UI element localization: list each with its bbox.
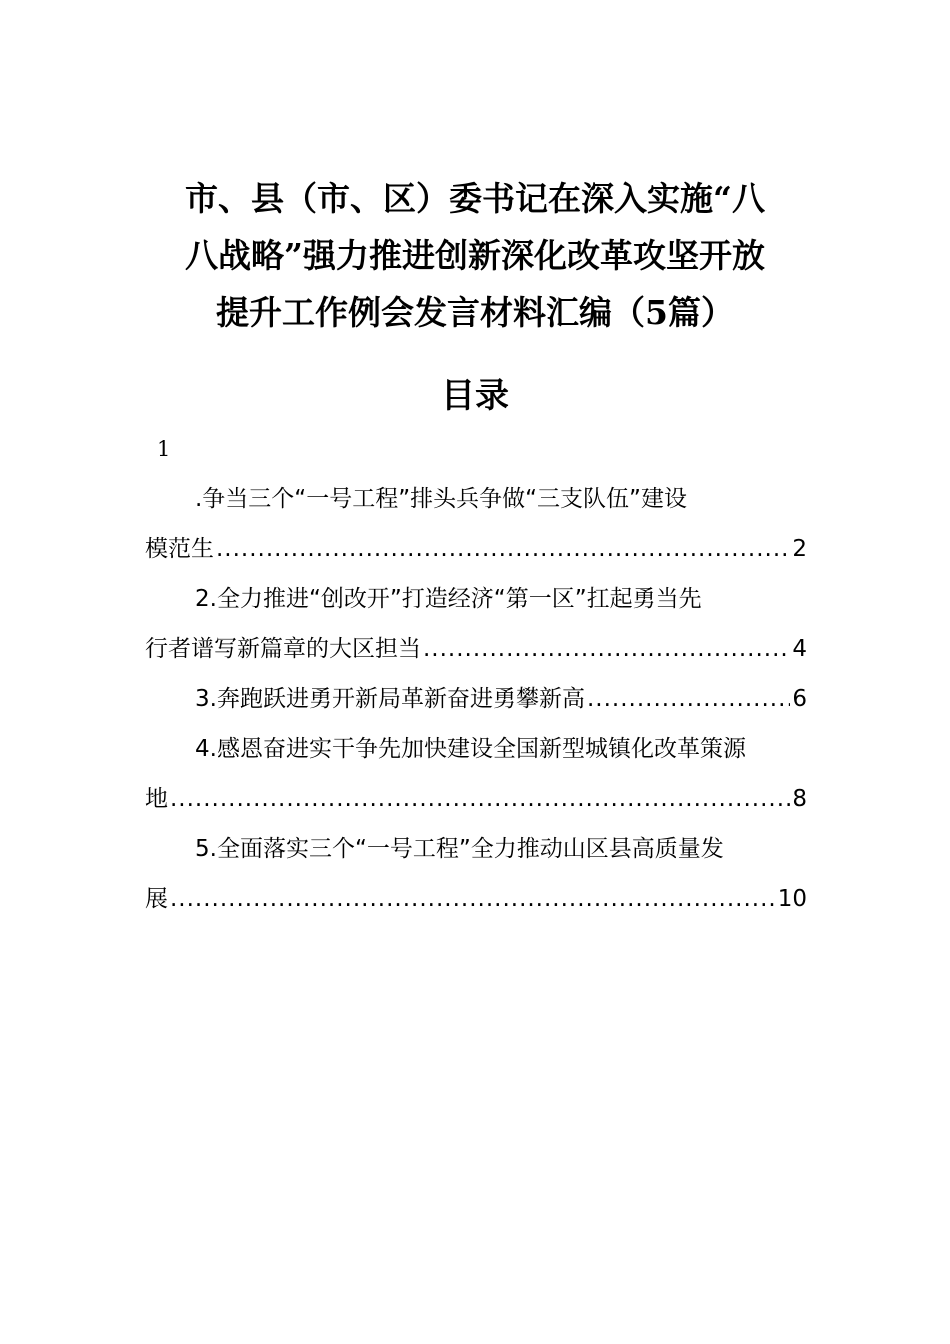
toc-entry-title-first-line: 5.全面落实三个“一号工程”全力推动山区县高质量发 xyxy=(195,836,724,862)
toc-entry-title-first-line: 4.感恩奋进实干争先加快建设全国新型城镇化改革策源 xyxy=(195,736,746,762)
toc-entry-title-first-line: .争当三个“一号工程”排头兵争做“三支队伍”建设 xyxy=(195,486,687,512)
title-line: 八战略”强力推进创新深化改革攻坚开放 xyxy=(185,236,765,275)
toc-entry[interactable] xyxy=(145,674,807,724)
toc-entry[interactable] xyxy=(145,574,807,674)
document-title xyxy=(150,170,800,341)
toc-entry-title-first-line: 2.全力推进“创改开”打造经济“第一区”扛起勇当先 xyxy=(195,586,702,612)
toc-entry-title-last-line: 模范生 xyxy=(145,536,214,562)
stray-number: 1 xyxy=(157,437,171,461)
toc-entry-page-number: 8 xyxy=(792,786,807,812)
toc-entry[interactable] xyxy=(145,824,807,924)
toc-entry-title-last-line: 展 xyxy=(145,886,168,912)
title-line: 提升工作例会发言材料汇编（5篇） xyxy=(216,293,734,332)
toc-heading: 目录 xyxy=(441,376,509,416)
toc-entry-title-last-line: 行者谱写新篇章的大区担当 xyxy=(145,636,421,662)
dot-leader xyxy=(216,524,790,574)
toc-entry-last-line xyxy=(145,524,807,574)
toc-entry-title-last-line: 3.奔跑跃进勇开新局革新奋进勇攀新高 xyxy=(195,686,585,712)
dot-leader xyxy=(170,874,776,924)
table-of-contents xyxy=(145,474,807,924)
dot-leader xyxy=(423,624,790,674)
toc-entry-last-line xyxy=(145,674,807,724)
toc-entry-page-number: 2 xyxy=(792,536,807,562)
dot-leader xyxy=(587,674,790,724)
toc-entry-last-line xyxy=(145,774,807,824)
toc-entry-page-number: 10 xyxy=(777,886,807,912)
toc-entry-page-number: 4 xyxy=(792,636,807,662)
dot-leader xyxy=(170,774,790,824)
toc-entry-title-last-line: 地 xyxy=(145,786,168,812)
toc-entry[interactable] xyxy=(145,724,807,824)
toc-entry[interactable] xyxy=(145,474,807,574)
toc-entry-last-line xyxy=(145,874,807,924)
title-line: 市、县（市、区）委书记在深入实施“八 xyxy=(185,179,765,218)
toc-entry-last-line xyxy=(145,624,807,674)
toc-entry-page-number: 6 xyxy=(792,686,807,712)
